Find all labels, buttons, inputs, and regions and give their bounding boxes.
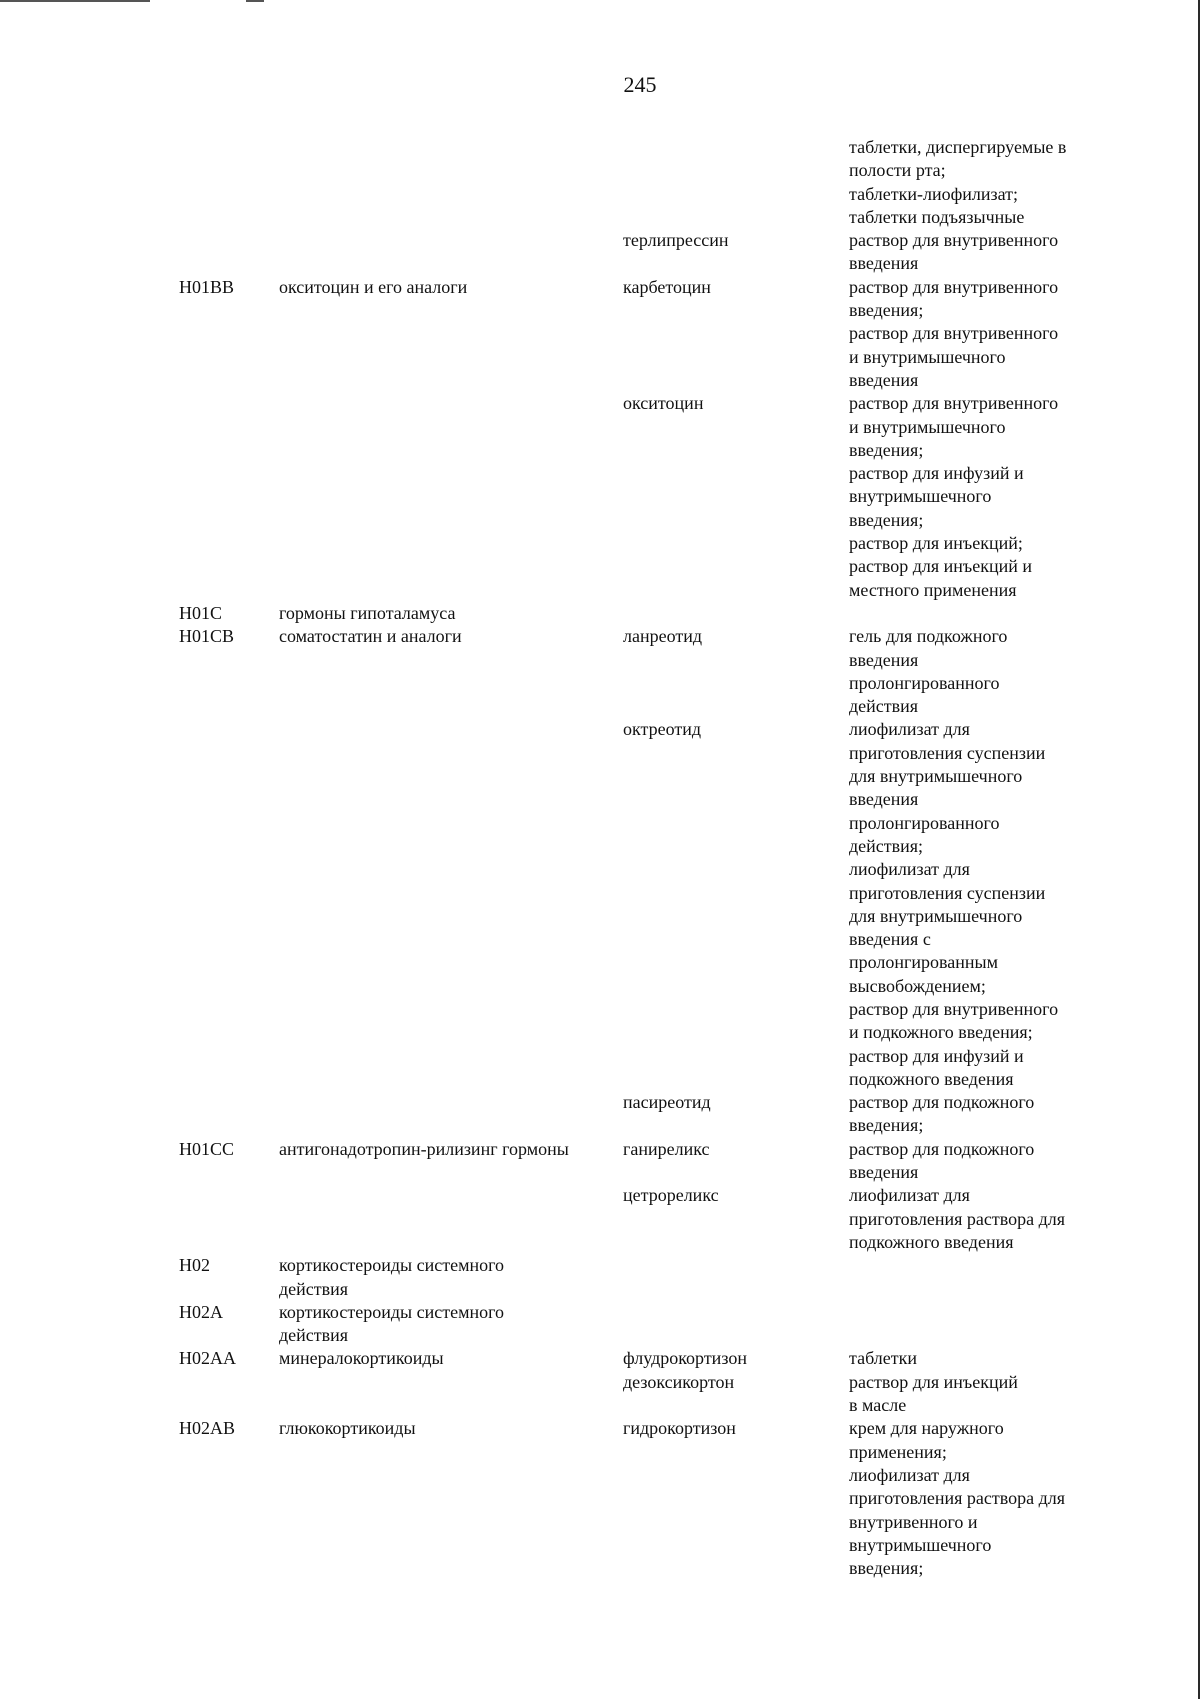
drug-name: ланреотид: [623, 626, 703, 647]
medication-table: [0, 136, 1200, 1580]
scan-edge-mark: [246, 0, 264, 2]
atc-group-name: кортикостероиды системного действия: [279, 1301, 505, 1346]
drug-name: октреотид: [623, 719, 702, 740]
drug-name: флудрокортизон: [623, 1348, 747, 1369]
dosage-forms: раствор для внутривенного и внутримышечного введения; раствор для инфузий и внутримышечного введения; раствор для инъекций; раствор для инъекций и местного применения: [849, 393, 1059, 600]
dosage-forms: раствор для внутривенного введения; раствор для внутривенного и внутримышечного введения: [849, 276, 1059, 390]
atc-code: H01BB: [179, 276, 235, 297]
drug-name: терлипрессин: [623, 230, 729, 251]
drug-name: цетрореликс: [623, 1185, 719, 1206]
table-row: [0, 1091, 1200, 1138]
dosage-forms: лиофилизат для приготовления суспензии для внутримышечного введения пролонгированного действия; лиофилизат для приготовления суспензии для внутримышечного введения с пролонгированным высвобождением; раствор для внутривенного и подкожного введения; раствор для инфузий и подкожного введения: [849, 719, 1059, 1089]
table-row: [0, 1417, 1200, 1580]
atc-code: H02AB: [179, 1418, 236, 1439]
drug-name: карбетоцин: [623, 276, 711, 297]
atc-code: H02: [179, 1255, 210, 1276]
atc-group-name: соматостатин и аналоги: [279, 626, 462, 647]
atc-group-name: кортикостероиды системного действия: [279, 1255, 505, 1299]
drug-name: гидрокортизон: [623, 1418, 736, 1439]
dosage-forms: раствор для инъекций в масле: [849, 1371, 1018, 1416]
atc-group-name: глюкокортикоиды: [279, 1418, 416, 1439]
scan-edge-mark: [0, 0, 150, 2]
table-row: [0, 625, 1200, 718]
atc-group-name: окситоцин и его аналоги: [279, 276, 468, 297]
atc-code: H01CB: [179, 626, 235, 647]
table-row: [0, 1301, 1200, 1348]
table-row: [0, 718, 1200, 1091]
dosage-forms: крем для наружного применения; лиофилизат для приготовления раствора для внутривенного и внутримышечного введения;: [849, 1418, 1065, 1579]
table-row: [0, 276, 1200, 392]
atc-group-name: минералокортикоиды: [279, 1348, 444, 1369]
drug-name: окситоцин: [623, 393, 704, 414]
table-row: [0, 136, 1200, 229]
dosage-forms: раствор для подкожного введения;: [849, 1092, 1035, 1136]
drug-name: пасиреотид: [623, 1092, 711, 1113]
atc-group-name: гормоны гипоталамуса: [279, 602, 456, 623]
drug-name: дезоксикортон: [623, 1371, 735, 1392]
dosage-forms: таблетки: [849, 1348, 918, 1369]
table-row: [0, 1184, 1200, 1254]
dosage-forms: гель для подкожного введения пролонгированного действия: [849, 626, 1008, 717]
table-row: [0, 1347, 1200, 1370]
atc-group-name: антигонадотропин-рилизинг гормоны: [279, 1138, 569, 1159]
dosage-forms: раствор для внутривенного введения: [849, 230, 1059, 274]
table-row: [0, 229, 1200, 276]
table-row: [0, 392, 1200, 602]
page-number: 245: [623, 72, 657, 97]
table-row: [0, 1371, 1200, 1418]
table-row: [0, 1138, 1200, 1185]
atc-code: H02AA: [179, 1348, 236, 1369]
dosage-forms: таблетки, диспергируемые в полости рта; таблетки-лиофилизат; таблетки подъязычные: [849, 137, 1067, 227]
atc-code: H02A: [179, 1301, 223, 1322]
atc-code: H01C: [179, 602, 223, 623]
dosage-forms: лиофилизат для приготовления раствора для подкожного введения: [849, 1185, 1065, 1252]
table-row: [0, 1254, 1200, 1301]
drug-name: ганиреликс: [623, 1138, 710, 1159]
dosage-forms: раствор для подкожного введения: [849, 1138, 1035, 1183]
atc-code: H01CC: [179, 1138, 235, 1159]
table-row: [0, 602, 1200, 625]
